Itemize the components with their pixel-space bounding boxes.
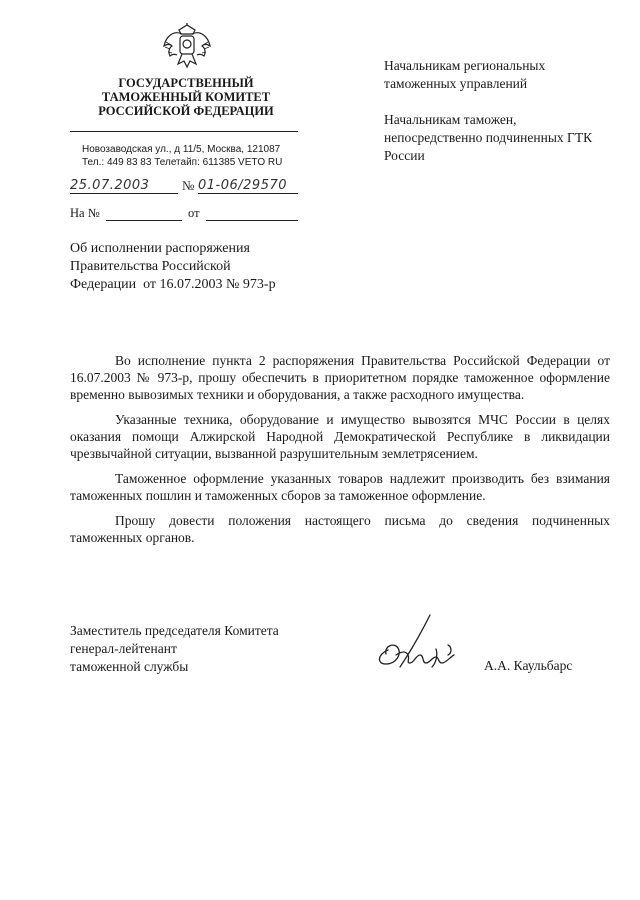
org-line-2: ТАМОЖЕННЫЙ КОМИТЕТ [101, 90, 271, 104]
recipient-customs: Начальникам таможен, непосредственно подчиненных ГТК России [384, 112, 593, 163]
position-line-3: таможенной службы [70, 659, 189, 674]
letter-subject [70, 240, 370, 294]
subject-line-2: Правительства Российской [70, 259, 231, 274]
body-paragraph-4: Прошу довести положения настоящего письма до сведения подчиненных таможенных органов. [70, 513, 610, 545]
subject-line-1: Об исполнении распоряжения [70, 241, 250, 256]
coat-of-arms-emblem [160, 22, 214, 74]
body-paragraph-1: Во исполнение пункта 2 распоряжения Правительства Российской Федерации от 16.07.2003 № 973-р, прошу обеспечить в приоритетном порядке таможенное оформление временно вывозимых техники и оборудования, а также расходного имущества. [70, 353, 610, 402]
position-line-1: Заместитель председателя Комитета [70, 623, 279, 638]
reg-date: 25.07.2003 [70, 178, 178, 194]
reply-date-underline [206, 220, 298, 221]
reply-label: На № [70, 206, 100, 220]
body-paragraph-2: Указанные техника, оборудование и имущество вывозятся МЧС России в целях оказания помощи Алжирской Народной Демократической Республике в ликвидации чрезвычайной ситуации, вызванной разрушительным землетрясением. [70, 412, 610, 461]
header-divider [70, 131, 298, 132]
contacts: Тел.: 449 83 83 Телетайп: 611385 VETO RU [82, 157, 283, 168]
signatory-name: А.А. Каульбарс [484, 658, 573, 673]
position-line-2: генерал-лейтенант [70, 641, 177, 656]
reply-number-underline [106, 220, 182, 221]
org-line-1: ГОСУДАРСТВЕННЫЙ [118, 76, 254, 90]
signatory-position [70, 622, 279, 676]
org-line-3: РОССИЙСКОЙ ФЕДЕРАЦИИ [98, 104, 274, 118]
letter-body [70, 352, 610, 554]
reply-line [70, 206, 100, 221]
reply-from-label: от [188, 206, 200, 220]
recipient-regional: Начальникам региональных таможенных управлений [384, 58, 546, 91]
handwritten-signature [360, 605, 480, 675]
recipients-block [384, 57, 614, 183]
body-paragraph-3: Таможенное оформление указанных товаров надлежит производить без взимания таможенных пошлин и таможенных сборов за таможенное оформление. [70, 471, 610, 503]
reg-number: 01-06/29570 [198, 178, 298, 194]
address: Новозаводская ул., д 11/5, Москва, 121087 [82, 144, 281, 155]
reg-date-field [70, 178, 178, 196]
address-block [82, 143, 282, 169]
reg-number-field [198, 178, 298, 196]
subject-line-3: Федерации от 16.07.2003 № 973-р [70, 277, 276, 292]
organization-name [70, 76, 302, 118]
reg-number-sign: № [182, 178, 195, 193]
